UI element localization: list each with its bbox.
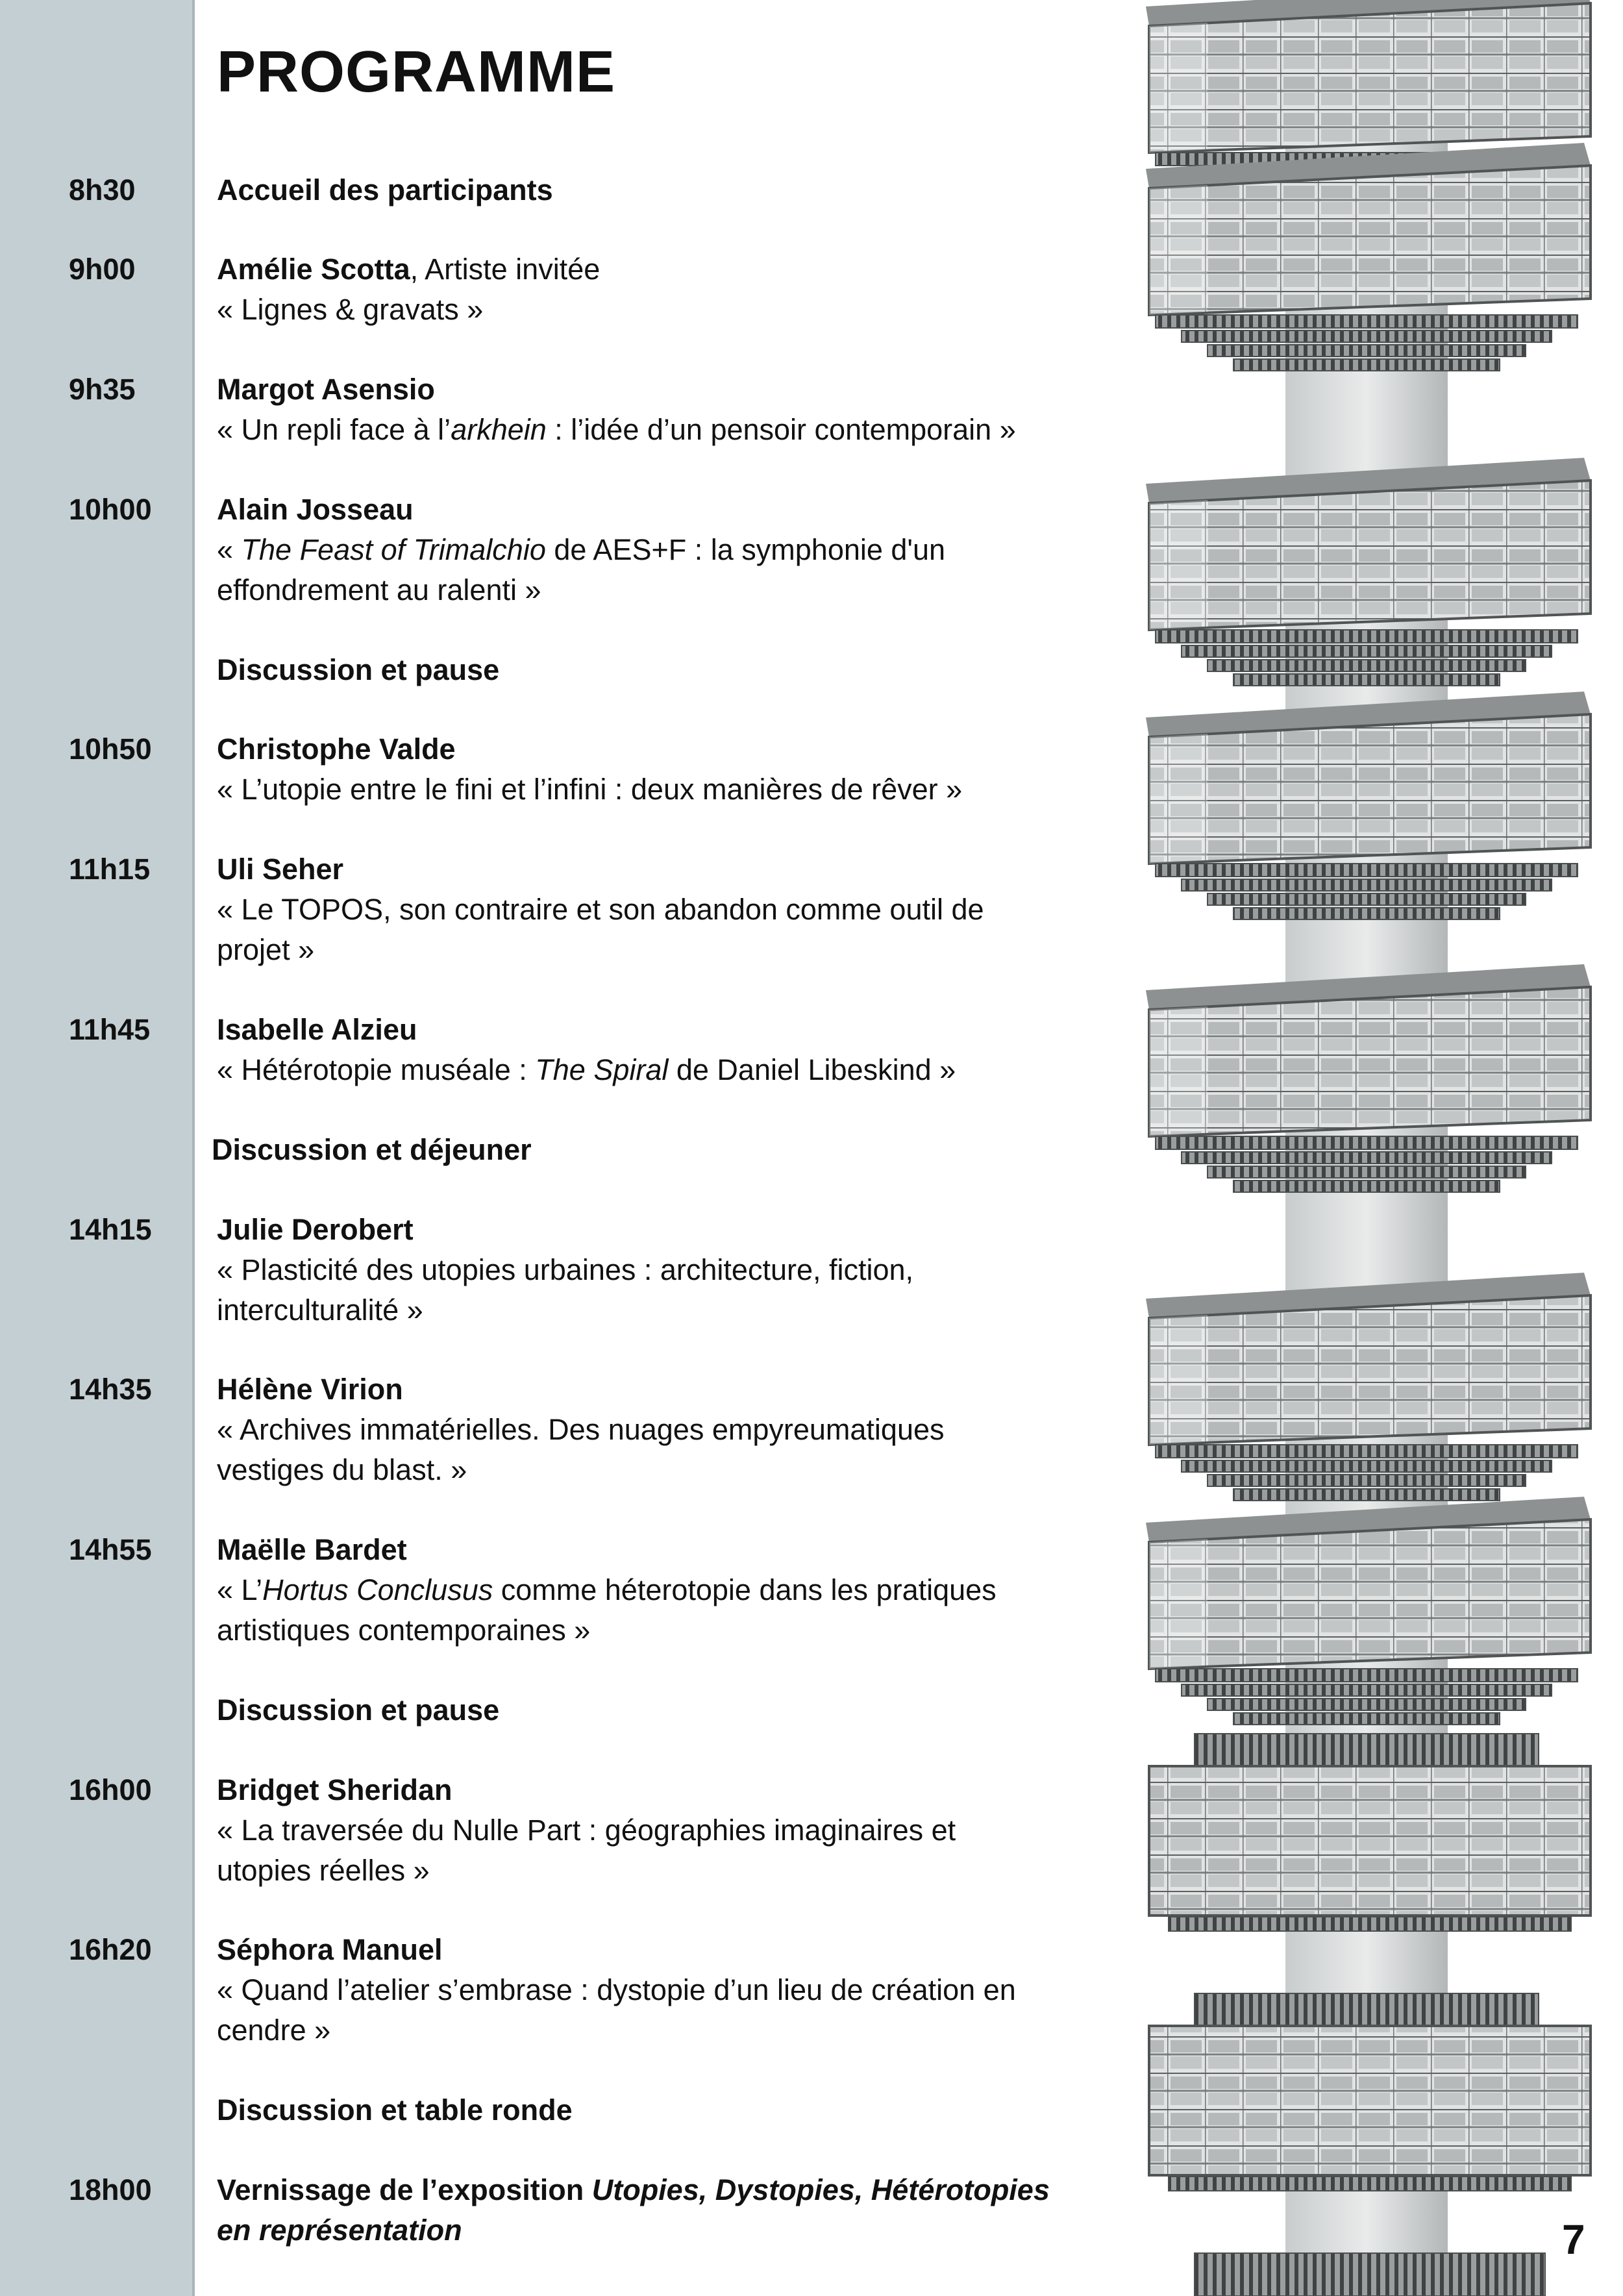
talk-title-italic: The Spiral (535, 1053, 669, 1086)
building-module-base (1149, 1993, 1591, 2191)
time-label: 16h20 (69, 1933, 152, 1966)
talk-title (217, 410, 1087, 450)
talk-title: « L’utopie entre le fini et l’infini : deux manières de rêver » (217, 773, 963, 806)
speaker-name: Isabelle Alzieu (217, 1013, 417, 1046)
item-content (217, 2170, 1087, 2251)
time-label: 14h35 (69, 1373, 152, 1406)
talk-title-continued: vestiges du blast. » (217, 1453, 467, 1486)
item-title: Vernissage de l’exposition (217, 2173, 592, 2206)
talk-title-part: de AES+F : la symphonie d'un (545, 533, 946, 566)
speaker-name: Alain Josseau (217, 493, 414, 526)
talk-title (217, 530, 1087, 570)
time-label: 8h30 (69, 173, 136, 206)
time-label: 10h50 (69, 732, 152, 766)
item-content (217, 1530, 1087, 1651)
speaker-name: Séphora Manuel (217, 1933, 443, 1966)
speaker-name: Margot Asensio (217, 373, 435, 406)
talk-title-continued: artistiques contemporaines » (217, 1614, 591, 1647)
building-module (1146, 458, 1591, 686)
time-label: 9h00 (69, 253, 136, 286)
talk-title-part: « L’ (217, 1573, 263, 1606)
item-title: Accueil des participants (217, 173, 553, 206)
item-content (217, 1210, 1087, 1330)
talk-title-part: « (217, 533, 242, 566)
talk-title (217, 1050, 1087, 1090)
talk-title-part: : l’idée d’un pensoir contemporain » (546, 413, 1016, 446)
talk-title-continued: utopies réelles » (217, 1854, 430, 1887)
tower-illustration (1130, 0, 1604, 2296)
talk-title: « Plasticité des utopies urbaines : architecture, fiction, (217, 1253, 914, 1286)
break-label: Discussion et déjeuner (212, 1133, 532, 1166)
building-module (1146, 692, 1591, 919)
exhibition-title: Utopies, Dystopies, Hétérotopies (591, 2173, 1050, 2206)
building-module (1146, 964, 1591, 1192)
speaker-name: Bridget Sheridan (217, 1773, 452, 1806)
speaker-name: Julie Derobert (217, 1213, 414, 1246)
talk-title-part: « Hétérotopie muséale : (217, 1053, 536, 1086)
time-label: 16h00 (69, 1773, 152, 1806)
time-label: 11h45 (69, 1013, 151, 1046)
talk-title: « Quand l’atelier s’embrase : dystopie d’un lieu de création en (217, 1973, 1016, 2006)
time-label: 11h15 (69, 853, 151, 886)
item-content (217, 170, 1087, 210)
talk-title-italic: Hortus Conclusus (262, 1573, 493, 1606)
speaker-name: Hélène Virion (217, 1373, 403, 1406)
time-label: 9h35 (69, 373, 136, 406)
talk-title-continued: effondrement au ralenti » (217, 573, 541, 606)
talk-title-continued: projet » (217, 933, 315, 966)
speaker-role: , Artiste invitée (410, 253, 601, 286)
page-number: 7 (1562, 2216, 1585, 2263)
item-content (217, 1010, 1087, 1090)
time-label: 10h00 (69, 493, 152, 526)
talk-title-italic: arkhein (451, 413, 547, 446)
item-content (217, 849, 1087, 970)
tower-drawing (1130, 0, 1604, 2296)
break-label: Discussion et pause (217, 653, 500, 686)
talk-title-continued: interculturalité » (217, 1293, 423, 1327)
tower-base (1195, 2253, 1545, 2296)
item-content (217, 1930, 1087, 2051)
time-label: 14h15 (69, 1213, 152, 1246)
item-content (217, 249, 1087, 330)
speaker-name: Maëlle Bardet (217, 1533, 407, 1566)
item-content (217, 1770, 1087, 1891)
speaker-name: Amélie Scotta (217, 253, 410, 286)
building-module (1146, 1273, 1591, 1501)
item-content (217, 490, 1087, 610)
time-label: 14h55 (69, 1533, 152, 1566)
building-module (1146, 143, 1591, 371)
break-label: Discussion et table ronde (217, 2093, 573, 2127)
exhibition-title-continued: en représentation (217, 2214, 462, 2247)
talk-title-part: « Un repli face à l’ (217, 413, 451, 446)
building-module (1146, 1497, 1591, 1725)
talk-title-part: comme héterotopie dans les pratiques (493, 1573, 997, 1606)
item-content (217, 369, 1087, 450)
talk-title-part: de Daniel Libeskind » (668, 1053, 956, 1086)
page-title: PROGRAMME (217, 40, 615, 105)
speaker-name: Uli Seher (217, 853, 344, 886)
building-module-base (1149, 1734, 1591, 1931)
talk-title: « Lignes & gravats » (217, 293, 484, 326)
talk-title-italic: The Feast of Trimalchio (241, 533, 546, 566)
talk-title: « Le TOPOS, son contraire et son abandon comme outil de (217, 893, 984, 926)
item-content (217, 1369, 1087, 1490)
item-content (217, 729, 1087, 810)
talk-title: « Archives immatérielles. Des nuages empyreumatiques (217, 1413, 945, 1446)
speaker-name: Christophe Valde (217, 732, 456, 766)
talk-title-continued: cendre » (217, 2014, 331, 2047)
time-label: 18h00 (69, 2173, 152, 2206)
break-label: Discussion et pause (217, 1693, 500, 1727)
talk-title: « La traversée du Nulle Part : géographies imaginaires et (217, 1814, 956, 1847)
talk-title (217, 1570, 1087, 1610)
